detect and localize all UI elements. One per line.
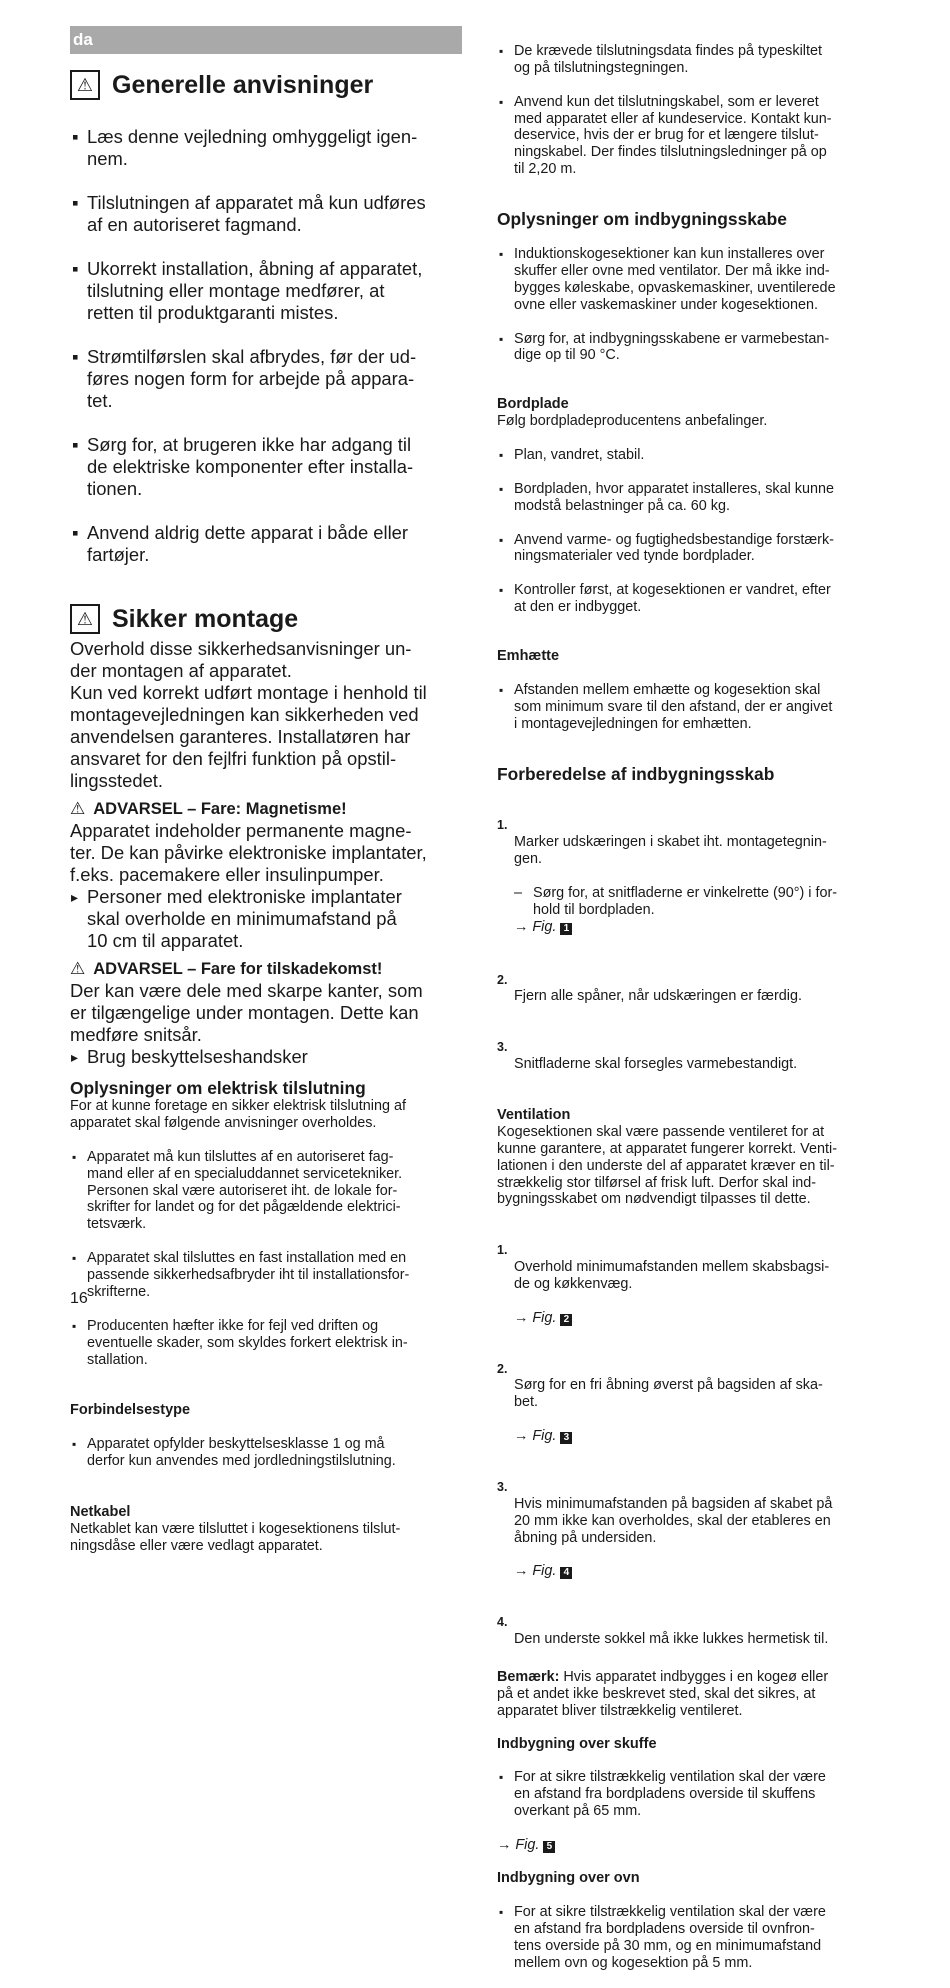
safe-intro-2: Kun ved korrekt udført montage i henhold til montagevejledningen kan sikkerheden ved anvendelsen garanteres. Installatøren har ansvaret for den fejlfri funktion på opstil- lingsstedet. [70,682,427,791]
connection-type-title: Forbindelsestype [70,1402,191,1419]
list-item: ▪ Anvend varme- og fugtighedsbestandige forstærk- ningsmaterialer ved tynde bordplader. [497,532,885,566]
ventilation-title: Ventilation [497,1106,571,1123]
list-item: ▪ De krævede tilslutningsdata findes på typeskiltet og på tilslutningstegningen. [497,43,885,77]
note-text: Hvis apparatet indbygges i en kogeø eller på et andet ikke beskrevet sted, skal det sikres, at apparatet bliver tilstrækkelig ventileret. [497,1668,829,1719]
fig-number-badge: 1 [560,923,572,935]
list-item: ▪ Induktionskogesektioner kan kun installeres over skuffer eller ovne med ventilator. Der må ikke ind- bygges køleskabe, opvaskemaskiner, uventilerede ovne eller vaskemaskiner under kogesektionen. [497,246,885,314]
warning-triangle-icon: ⚠ [70,799,86,818]
step-text: Snitfladerne skal forsegles varmebestandigt. [514,1056,798,1073]
prep-title: Forberedelse af indbygningsskab [497,763,775,784]
drawer-title: Indbygning over skuffe [497,1735,657,1752]
fig-label: Fig. [515,1837,540,1854]
left-column [70,26,462,1555]
ventilation-steps [497,1445,885,1563]
prep-steps [497,784,885,885]
fig-label: Fig. [532,918,557,935]
general-title: Generelle anvisninger [112,71,374,99]
ventilation-note [497,1669,885,1720]
warning-magnetism-text: Apparatet indeholder permanente magne- ter. De kan påvirke elektroniske implantater, f.eks. pacemakere eller insulinpumper. [70,820,427,885]
list-item: ▪ For at sikre tilstrækkelig ventilation skal der være en afstand fra bordpladens overside til skuffens overkant på 65 mm. [497,1769,885,1820]
prep-steps-cont [497,938,885,1090]
warning-triangle-icon: ⚠ [70,70,100,100]
list-item: ▪ Læs denne vejledning omhyggeligt igen- nem. [70,126,462,170]
fig-reference [497,1310,885,1327]
ventilation-steps [497,1580,885,1665]
warning-injury-action: ▸ Brug beskyttelseshandsker [70,1046,462,1068]
arrow-right-icon: → [514,1563,529,1580]
electric-intro: For at kunne foretage en sikker elektrisk tilslutning af apparatet skal følgende anvisninger overholdes. [70,1098,406,1131]
list-item: ▪ Apparatet må kun tilsluttes af en autoriseret fag- mand eller af en specialuddannet servicetekniker. Personen skal være autoriseret iht. de lokale for- skrifter for landet og for det pågældende elektrici- tetsværk. [70,1149,462,1234]
fig-label: Fig. [532,1563,557,1580]
step-text: Den underste sokkel må ikke lukkes hermetisk til. [514,1631,829,1648]
warning-injury-heading [70,958,462,980]
step-number: 2. [497,1361,508,1376]
warning-injury-title: ADVARSEL – Fare for tilskadekomst! [93,960,383,978]
connection-type-list [70,1419,462,1487]
warning-triangle-icon: ⚠ [70,604,100,634]
arrow-right-icon: → [497,1837,512,1854]
safe-intro-1: Overhold disse sikkerhedsanvisninger un- der montagen af apparatet. [70,638,412,681]
ventilation-intro: Kogesektionen skal være passende ventileret for at kunne garantere, at apparatet fungerer korrekt. Venti- lationen i den underste del af apparatet kræver en til- strækkelig stor tilførsel af frisk luft. Derfor skal ind- bygningsskabet om nødvendigt tilpasses til dette. [497,1123,837,1208]
step-number: 2. [497,972,508,987]
list-item: ▪ Bordpladen, hvor apparatet installeres, skal kunne modstå belastninger på ca. 60 kg. [497,481,885,515]
list-item [497,955,885,1006]
step-text: Marker udskæringen i skabet iht. montagetegnin- gen. [514,834,827,868]
step-number: 1. [497,818,508,833]
list-item [497,1597,885,1648]
fig-reference [497,1428,885,1445]
cabinet-title: Oplysninger om indbygningsskabe [497,209,787,230]
list-item [497,1225,885,1293]
warning-magnetism-heading [70,798,462,820]
safe-heading [70,604,462,634]
page-number: 16 [70,1290,88,1307]
step-text: Sørg for en fri åbning øverst på bagsiden af ska- bet. [514,1377,823,1411]
list-item: ▪ Plan, vandret, stabil. [497,447,885,464]
oven-list [497,1887,885,1988]
prep-substep: – Sørg for, at snitfladerne er vinkelrette (90°) i for- hold til bordpladen. [497,885,885,919]
arrow-right-icon: → [514,918,529,935]
fig-number-badge: 5 [543,1841,555,1853]
fig-label: Fig. [532,1309,557,1326]
connection-data-list [497,26,885,195]
step-text: Hvis minimumafstanden på bagsiden af skabet på 20 mm ikke kan overholdes, skal der etableres en åbning på undersiden. [514,1495,833,1546]
list-item: ▪ Anvend kun det tilslutningskabel, som er leveret med apparatet eller af kundeservice. Kontakt kun- deservice, hvis der er brug for et længere tilslut- ningskabel. Der findes tilslutningsledninger på op til 2,20 m. [497,94,885,179]
list-item [497,1462,885,1547]
arrow-right-icon: → [514,1309,529,1326]
worktop-list [497,430,885,633]
drawer-list [497,1753,885,1838]
electric-title: Oplysninger om elektrisk tilslutning [70,1078,366,1098]
list-item: ▪ Afstanden mellem emhætte og kogesektion skal som minimum svare til den afstand, der er angivet i montagevejledningen for emhætten. [497,682,885,733]
language-bar: da [70,26,462,54]
list-item: ▪ Ukorrekt installation, åbning af apparatet, tilslutning eller montage medfører, at retten til produktgaranti mistes. [70,258,462,324]
list-item: ▪ Apparatet skal tilsluttes en fast installation med en passende sikkerhedsafbryder iht til installationsfor- skrifterne. [70,1250,462,1301]
fig-reference [497,1837,885,1854]
list-item: ▪ Apparatet opfylder beskyttelsesklasse 1 og må derfor kun anvendes med jordledningstilslutning. [70,1436,462,1470]
ventilation-steps [497,1327,885,1428]
fig-reference [497,919,885,936]
worktop-intro: Følg bordpladeproducentens anbefalinger. [497,413,768,430]
list-item [497,1344,885,1412]
power-cable-text: Netkablet kan være tilsluttet i kogesektionens tilslut- ningsdåse eller være vedlagt apparatet. [70,1521,401,1554]
step-text: Overhold minimumafstanden mellem skabsbagsi- de og køkkenvæg. [514,1259,830,1292]
list-item: ▪ For at sikre tilstrækkelig ventilation skal der være en afstand fra bordpladens overside til ovnfron- tens overside på 30 mm, og en minimumafstand mellem ovn og kogesektion på 5 mm. [497,1904,885,1972]
step-text: Fjern alle spåner, når udskæringen er færdig. [514,988,802,1005]
list-item: ▪ Sørg for, at indbygningsskabene er varmebestan- dige op til 90 °C. [497,331,885,365]
power-cable-title: Netkabel [70,1504,131,1521]
general-heading [70,70,462,100]
list-item [497,800,885,868]
fig-reference [497,1563,885,1580]
electric-list [70,1132,462,1386]
fig-number-badge: 2 [560,1314,572,1326]
warning-magnetism-title: ADVARSEL – Fare: Magnetisme! [93,800,347,818]
general-list [70,104,462,588]
fig-number-badge: 3 [560,1432,572,1444]
step-number: 1. [497,1243,508,1258]
oven-title: Indbygning over ovn [497,1870,640,1886]
hood-title: Emhætte [497,648,560,664]
list-item: ▪ Strømtilførslen skal afbrydes, før der ud- føres nogen form for arbejde på appara- tet. [70,346,462,412]
list-item: ▪ Anvend aldrig dette apparat i både eller fartøjer. [70,522,462,566]
fig-label: Fig. [532,1428,557,1445]
safe-title: Sikker montage [112,605,299,633]
right-column [497,26,885,1988]
warning-magnetism-action: ▸ Personer med elektroniske implantater skal overholde en minimumafstand på 10 cm til apparatet. [70,886,462,952]
note-label: Bemærk: [497,1668,560,1685]
list-item [497,1022,885,1073]
list-item: ▪ Tilslutningen af apparatet må kun udføres af en autoriseret fagmand. [70,192,462,236]
fig-number-badge: 4 [560,1567,572,1579]
hood-list [497,665,885,750]
step-number: 4. [497,1615,508,1630]
list-item: ▪ Sørg for, at brugeren ikke har adgang til de elektriske komponenter efter installa- tionen. [70,434,462,500]
list-item: ▪ Producenten hæfter ikke for fejl ved driften og eventuelle skader, som skyldes forkert elektrisk in- stallation. [70,1318,462,1369]
worktop-title: Bordplade [497,396,569,413]
warning-triangle-icon: ⚠ [70,959,86,978]
step-number: 3. [497,1479,508,1494]
step-number: 3. [497,1040,508,1055]
arrow-right-icon: → [514,1428,529,1445]
list-item: ▪ Kontroller først, at kogesektionen er vandret, efter at den er indbygget. [497,582,885,616]
cabinet-list [497,229,885,381]
warning-injury-text: Der kan være dele med skarpe kanter, som er tilgængelige under montagen. Dette kan medføre snitsår. [70,980,423,1045]
ventilation-steps [497,1208,885,1309]
